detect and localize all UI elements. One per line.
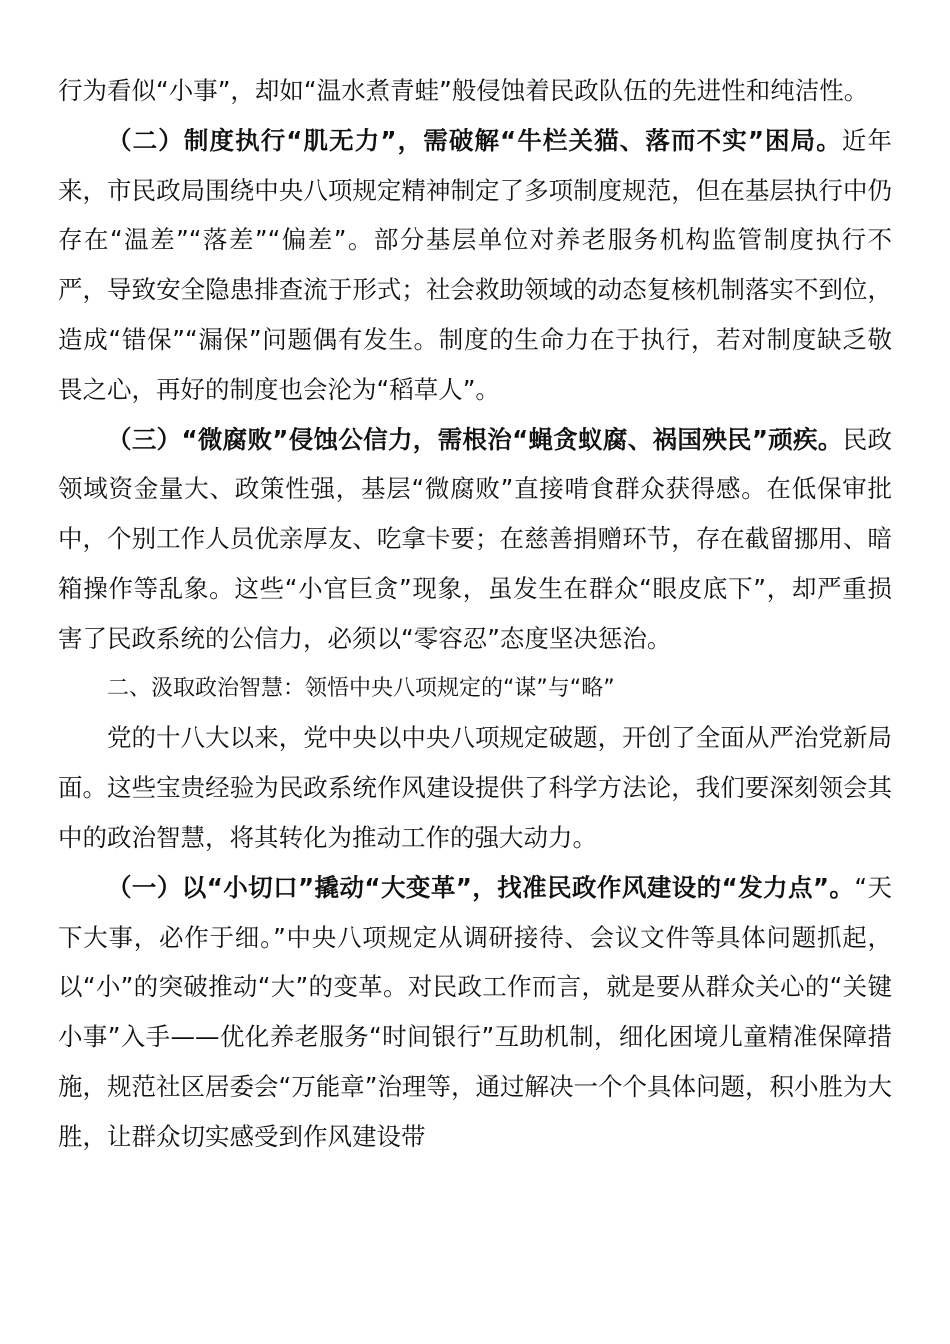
paragraph-party-wisdom: [58, 713, 892, 862]
subheading: （三）“微腐败”侵蚀公信力，需根治“蝇贪蚁腐、祸国殃民”顽疾。: [107, 424, 843, 454]
paragraph-text: 党的十八大以来，党中央以中央八项规定破题，开创了全面从严治党新局面。这些宝贵经验为民政系统作风建设提供了科学方法论，我们要深刻领会其中的政治智慧，将其转化为推动工作的强大动力。: [58, 723, 892, 852]
paragraph-institution-execution: [58, 116, 892, 415]
subheading: （一）以“小切口”撬动“大变革”，找准民政作风建设的“发力点”。: [107, 872, 855, 902]
paragraph-continuation: [58, 66, 892, 116]
subheading: （二）制度执行“肌无力”，需破解“牛栏关猫、落而不实”困局。: [107, 125, 842, 155]
section-title-text: 二、汲取政治智慧：领悟中央八项规定的“谋”与“略”: [107, 675, 615, 701]
paragraph-text: 近年来，市民政局围绕中央八项规定精神制定了多项制度规范，但在基层执行中仍存在“温差”“落差”“偏差”。部分基层单位对养老服务机构监管制度执行不严，导致安全隐患排查流于形式；社会救助领域的动态复核机制落实不到位，造成“错保”“漏保”问题偶有发生。制度的生命力在于执行，若对制度缺乏敬畏之心，再好的制度也会沦为“稻草人”。: [58, 125, 893, 404]
paragraph-small-entry-point: [58, 863, 892, 1162]
document-page: [58, 66, 892, 1162]
paragraph-text: 行为看似“小事”，却如“温水煮青蛙”般侵蚀着民政队伍的先进性和纯洁性。: [58, 76, 869, 105]
paragraph-micro-corruption: [58, 415, 892, 664]
section-title: [58, 664, 892, 714]
paragraph-text: 民政领域资金量大、政策性强，基层“微腐败”直接啃食群众获得感。在低保审批中，个别工作人员优亲厚友、吃拿卡要；在慈善捐赠环节，存在截留挪用、暗箱操作等乱象。这些“小官巨贪”现象，虽发生在群众“眼皮底下”，却严重损害了民政系统的公信力，必须以“零容忍”态度坚决惩治。: [58, 424, 893, 653]
paragraph-text: “天下大事，必作于细。”中央八项规定从调研接待、会议文件等具体问题抓起，以“小”的突破推动“大”的变革。对民政工作而言，就是要从群众关心的“关键小事”入手——优化养老服务“时间银行”互助机制，细化困境儿童精准保障措施，规范社区居委会“万能章”治理等，通过解决一个个具体问题，积小胜为大胜，让群众切实感受到作风建设带: [58, 872, 892, 1151]
